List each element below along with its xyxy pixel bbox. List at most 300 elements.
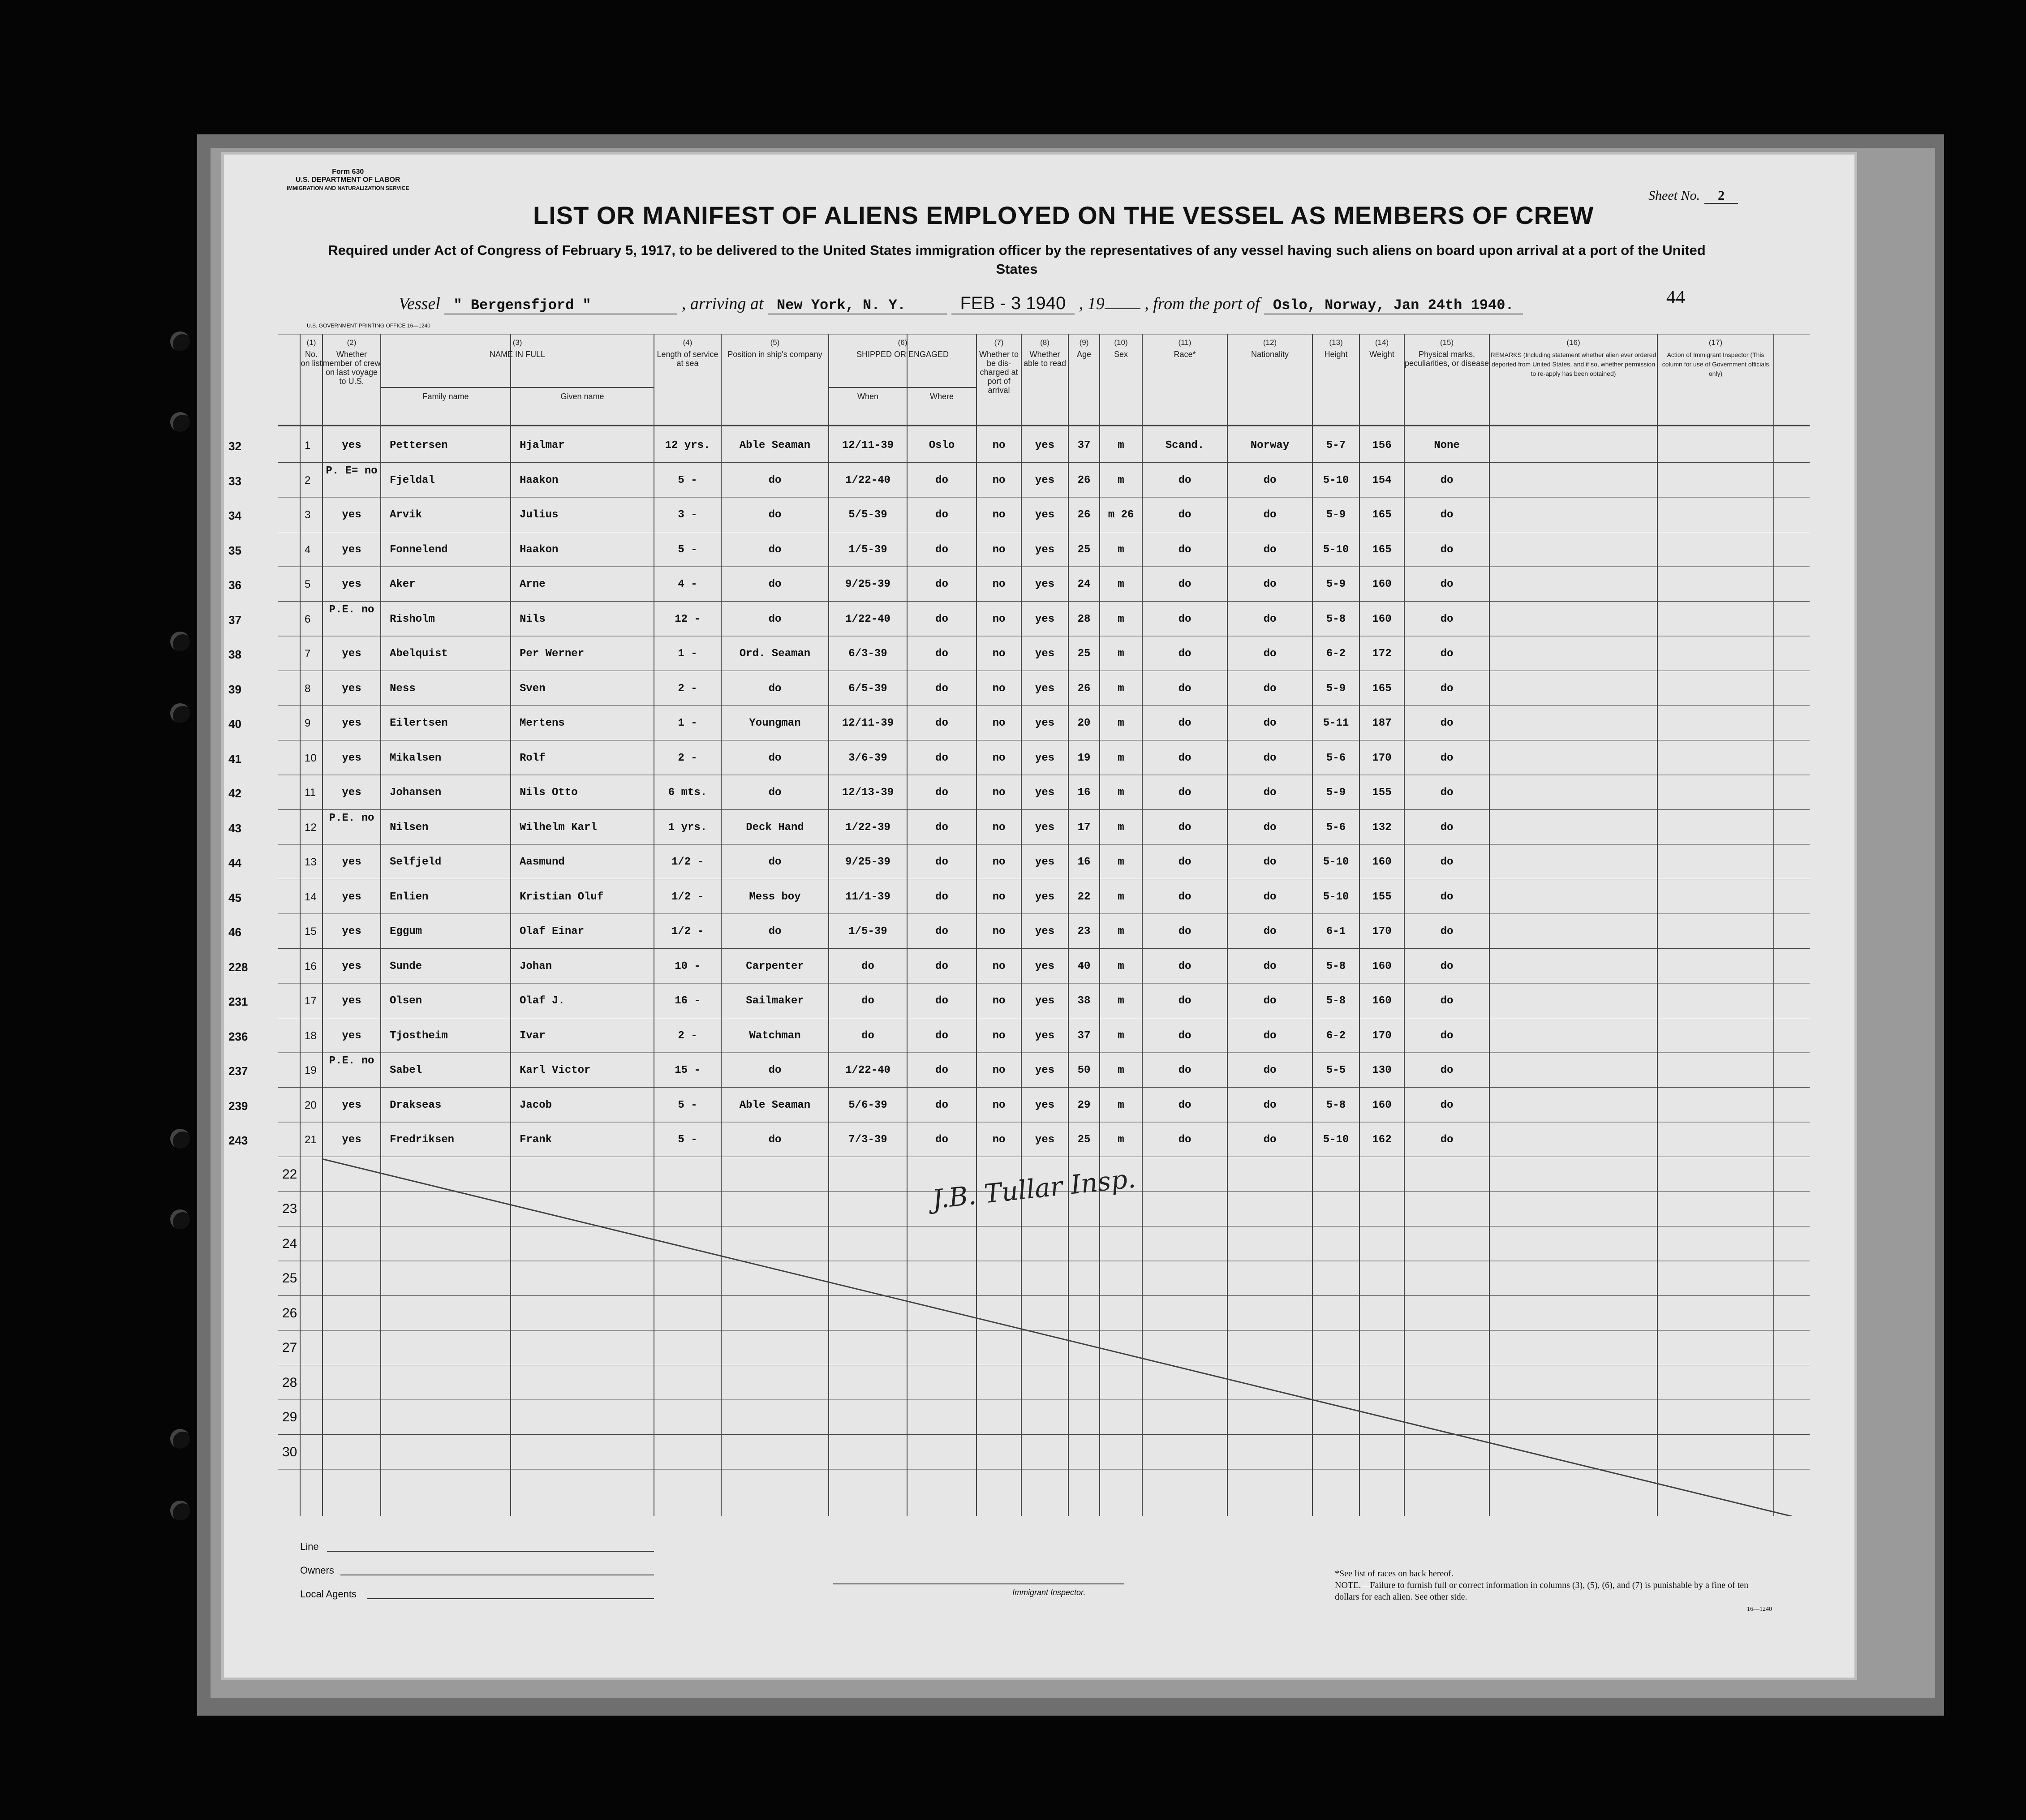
voyage-line [399,293,1523,314]
cell-where: do [935,682,948,695]
cell-height: 5-8 [1326,613,1346,625]
cell-family: Aker [390,578,416,590]
cell-read: yes [1035,925,1055,938]
cell-given: Wilhelm Karl [520,821,597,834]
cell-given: Hjalmar [520,439,565,452]
cell-weight: 156 [1372,439,1392,452]
column-number: (15) [1440,338,1454,347]
cell-weight: 160 [1372,578,1392,590]
cell-age: 23 [1077,925,1091,938]
cell-read: yes [1035,509,1055,521]
cell-family: Sabel [390,1064,422,1076]
cell-sex: m [1118,717,1124,729]
column-label: REMARKS (Including statement whether alien ever ordered deported from United States, and if so, whether permission to re-apply has been obtained) [1490,351,1656,377]
binder-hole [170,331,190,351]
line-field[interactable] [327,1551,654,1552]
cell-service: 5 - [678,1134,697,1146]
cell-service: 1 yrs. [668,821,707,834]
cell-service: 4 - [678,578,697,590]
sheet-value: 2 [1704,188,1738,204]
cell-disch: no [992,474,1006,486]
cell-family: Eggum [390,925,422,938]
cell-position: Mess boy [749,891,801,903]
cell-last: yes [342,995,361,1007]
cell-given: Sven [520,682,546,695]
cell-race: do [1178,1099,1192,1111]
cell-disch: no [992,1099,1006,1111]
cell-race: do [1178,821,1192,834]
cell-when: 11/1-39 [845,891,890,903]
cell-read: yes [1035,1064,1055,1076]
cell-disch: no [992,648,1006,660]
cell-where: do [935,995,948,1007]
column-label: Whether member of crew on last voyage to U.S. [323,350,381,386]
cell-sex: m [1118,995,1124,1007]
cell-height: 5-6 [1326,752,1346,764]
cell-marks: do [1440,995,1454,1007]
column-label: Nationality [1251,350,1289,359]
cell-service: 10 - [675,960,701,972]
cell-race: do [1178,960,1192,972]
cell-given: Kristian Oluf [520,891,604,903]
print-note: U.S. GOVERNMENT PRINTING OFFICE 16—1240 [307,323,430,329]
row-number: 7 [305,648,311,660]
margin-number: 42 [228,787,241,800]
cell-position: do [768,1064,782,1076]
date-stamp: FEB - 3 1940 [951,293,1075,314]
column-label: Whether to be dis-charged at port of arrival [979,350,1019,395]
cell-race: do [1178,682,1192,695]
cell-given: Nils [520,613,546,625]
cell-given: Nils Otto [520,787,578,799]
margin-number: 40 [228,717,241,731]
cell-where: do [935,821,948,834]
cell-sex: m 26 [1108,509,1134,521]
column-header [721,338,829,359]
cell-nat: do [1263,578,1277,590]
cell-age: 37 [1077,1029,1091,1042]
vessel-label: Vessel [399,294,440,313]
cell-marks: do [1440,925,1454,938]
cell-height: 5-10 [1323,856,1349,868]
column-number: (3) [512,338,522,347]
cell-read: yes [1035,543,1055,556]
cell-nat: do [1263,509,1277,521]
cell-when: 12/11-39 [842,717,894,729]
column-label: Age [1076,350,1092,359]
cell-when: do [861,960,874,972]
cell-marks: do [1440,1029,1454,1042]
cell-marks: do [1440,821,1454,834]
cell-given: Johan [520,960,552,972]
cell-last: yes [342,717,361,729]
sheet-number [1648,188,1738,203]
cell-family: Mikalsen [390,752,442,764]
cell-race: do [1178,474,1192,486]
column-header [323,338,381,386]
owners-label: Owners [300,1565,334,1576]
column-label: Length of service at sea [657,350,718,368]
column-header [1142,338,1227,359]
cell-nat: do [1263,752,1277,764]
cell-age: 25 [1077,648,1091,660]
cell-family: Risholm [390,613,435,625]
column-header [1359,338,1404,359]
cell-family: Abelquist [390,648,448,660]
margin-number: 33 [228,474,241,488]
cell-when: do [861,995,874,1007]
cell-weight: 160 [1372,1099,1392,1111]
cell-last: yes [342,648,361,660]
cell-age: 24 [1077,578,1091,590]
cell-when: 9/25-39 [845,578,890,590]
column-label: Family name [422,392,469,401]
cell-weight: 170 [1372,1029,1392,1042]
margin-number: 38 [228,648,241,661]
margin-number: 43 [228,821,241,835]
page-subtitle: Required under Act of Congress of February 5, 1917, to be delivered to the United States immigration officer by the representatives of any vessel having such aliens on board upon arrival at a port of the United States [328,242,1706,277]
cell-age: 16 [1077,787,1091,799]
cell-marks: None [1434,439,1460,452]
cell-service: 12 yrs. [665,439,710,452]
column-header [1068,338,1100,359]
cell-read: yes [1035,439,1055,452]
cell-nat: do [1263,1029,1277,1042]
column-number: (1) [306,338,316,347]
column-number: (12) [1263,338,1277,347]
margin-number: 44 [228,856,241,869]
cell-family: Eilertsen [390,717,448,729]
cell-given: Julius [520,509,559,521]
cell-service: 15 - [675,1064,701,1076]
row-number: 20 [305,1099,317,1111]
cell-last: yes [342,891,361,903]
cell-sex: m [1118,1099,1124,1111]
cell-race: do [1178,787,1192,799]
cell-service: 5 - [678,474,697,486]
cell-race: do [1178,613,1192,625]
department: U.S. DEPARTMENT OF LABOR [295,176,400,184]
cell-disch: no [992,960,1006,972]
cell-weight: 160 [1372,960,1392,972]
margin-number: 228 [228,960,248,974]
cell-height: 5-8 [1326,1099,1346,1111]
column-header [1100,338,1142,359]
cell-service: 2 - [678,752,697,764]
margin-number: 45 [228,891,241,904]
cell-family: Arvik [390,509,422,521]
cell-when: 6/3-39 [848,648,887,660]
cell-height: 5-5 [1326,1064,1346,1076]
arrival-port: New York, N. Y. [768,297,947,314]
cell-last: yes [342,578,361,590]
cell-disch: no [992,1134,1006,1146]
row-number: 15 [305,925,317,938]
cell-given: Arne [520,578,546,590]
column-label: Race* [1174,350,1196,359]
cell-age: 29 [1077,1099,1091,1111]
cell-race: do [1178,891,1192,903]
cell-sex: m [1118,925,1124,938]
cell-age: 38 [1077,995,1091,1007]
cell-sex: m [1118,682,1124,695]
cell-position: Watchman [749,1029,801,1042]
column-number: (6) [898,338,908,347]
cell-where: do [935,1134,948,1146]
column-label: Position in ship's company [727,350,822,359]
cell-nat: do [1263,474,1277,486]
column-number: (16) [1566,338,1580,347]
cell-service: 1/2 - [671,856,704,868]
cell-height: 6-1 [1326,925,1346,938]
column-header [1021,338,1068,368]
cell-given: Mertens [520,717,565,729]
row-number: 5 [305,578,311,590]
cell-weight: 165 [1372,509,1392,521]
cell-when: 12/13-39 [842,787,894,799]
cell-marks: do [1440,787,1454,799]
cell-last: yes [342,787,361,799]
cell-height: 5-9 [1326,682,1346,695]
column-header [829,392,907,401]
row-number: 18 [305,1029,317,1042]
cell-position: do [768,682,782,695]
cell-family: Nilsen [390,821,429,834]
cell-where: do [935,891,948,903]
cell-service: 1/2 - [671,891,704,903]
column-label: NAME IN FULL [489,350,546,359]
cell-weight: 170 [1372,752,1392,764]
cell-family: Fjeldal [390,474,435,486]
margin-number: 32 [228,439,241,453]
cell-family: Johansen [390,787,442,799]
column-label: Action of Immigrant Inspector (This column for use of Government officials only) [1662,351,1769,377]
page-title: LIST OR MANIFEST OF ALIENS EMPLOYED ON THE VESSEL AS MEMBERS OF CREW [533,201,1594,229]
row-number: 9 [305,717,311,729]
cell-race: do [1178,1134,1192,1146]
cell-position: Sailmaker [746,995,804,1007]
cell-disch: no [992,1029,1006,1042]
cell-read: yes [1035,995,1055,1007]
cell-age: 37 [1077,439,1091,452]
cell-sex: m [1118,891,1124,903]
column-header [829,338,976,359]
cell-given: Haakon [520,474,559,486]
cell-weight: 160 [1372,613,1392,625]
cell-marks: do [1440,960,1454,972]
cell-weight: 130 [1372,1064,1392,1076]
margin-number: 41 [228,752,241,766]
cell-when: 5/5-39 [848,509,887,521]
cell-weight: 155 [1372,787,1392,799]
column-label: Physical marks, peculiarities, or disease [1404,350,1489,368]
cell-position: do [768,752,782,764]
binder-hole [170,1429,190,1449]
cell-nat: do [1263,821,1277,834]
cell-race: do [1178,717,1192,729]
cell-weight: 187 [1372,717,1392,729]
cell-nat: do [1263,648,1277,660]
cell-position: Youngman [749,717,801,729]
margin-number: 39 [228,682,241,696]
cell-service: 1/2 - [671,925,704,938]
cell-when: 1/22-39 [845,821,890,834]
cell-service: 16 - [675,995,701,1007]
cell-service: 5 - [678,543,697,556]
cell-last: P.E. no [329,1055,374,1067]
cell-sex: m [1118,856,1124,868]
cell-when: 5/6-39 [848,1099,887,1111]
cell-last: yes [342,543,361,556]
cell-nat: do [1263,613,1277,625]
cell-given: Rolf [520,752,546,764]
column-header [976,338,1021,395]
cell-age: 26 [1077,509,1091,521]
column-header [1227,338,1312,359]
cell-when: do [861,1029,874,1042]
cell-age: 50 [1077,1064,1091,1076]
cell-family: Fonnelend [390,543,448,556]
cell-nat: do [1263,787,1277,799]
cell-read: yes [1035,960,1055,972]
cell-race: Scand. [1165,439,1204,452]
cell-disch: no [992,439,1006,452]
cell-marks: do [1440,613,1454,625]
column-header [1404,338,1489,368]
cell-read: yes [1035,891,1055,903]
cell-family: Sunde [390,960,422,972]
cell-sex: m [1118,1029,1124,1042]
cell-last: P.E. no [329,812,374,824]
cell-where: do [935,1099,948,1111]
cell-given: Karl Victor [520,1064,591,1076]
cell-height: 5-10 [1323,891,1349,903]
cell-height: 5-10 [1323,543,1349,556]
cell-marks: do [1440,474,1454,486]
binder-hole [170,1129,190,1149]
row-number: 2 [305,474,311,486]
cell-when: 1/22-40 [845,474,890,486]
cell-disch: no [992,1064,1006,1076]
year-label: , 19 [1079,294,1105,313]
service: IMMIGRATION AND NATURALIZATION SERVICE [287,185,409,191]
inspector-label: Immigrant Inspector. [1012,1588,1086,1597]
cell-weight: 162 [1372,1134,1392,1146]
cell-family: Tjostheim [390,1029,448,1042]
cell-sex: m [1118,543,1124,556]
cell-position: do [768,578,782,590]
cell-age: 19 [1077,752,1091,764]
column-label: Given name [560,392,604,401]
cell-age: 17 [1077,821,1091,834]
cell-read: yes [1035,821,1055,834]
empty-row-number: 26 [282,1305,297,1321]
cell-disch: no [992,925,1006,938]
year-blank [1105,308,1140,309]
cell-age: 28 [1077,613,1091,625]
cell-age: 20 [1077,717,1091,729]
cell-service: 12 - [675,613,701,625]
column-label: SHIPPED OR ENGAGED [856,350,949,359]
cell-read: yes [1035,717,1055,729]
row-number: 8 [305,682,311,695]
cell-race: do [1178,995,1192,1007]
cell-sex: m [1118,613,1124,625]
cell-sex: m [1118,439,1124,452]
empty-row-number: 23 [282,1201,297,1216]
cell-race: do [1178,648,1192,660]
sheet-label: Sheet No. [1648,188,1700,203]
margin-number: 239 [228,1099,248,1113]
cell-where: do [935,1029,948,1042]
cell-nat: do [1263,925,1277,938]
column-number: (5) [770,338,780,347]
binder-hole [170,703,190,723]
manifest-table [228,334,1810,1516]
cell-marks: do [1440,1099,1454,1111]
inspector-field[interactable] [833,1583,1124,1584]
cell-where: do [935,925,948,938]
cell-read: yes [1035,1134,1055,1146]
cell-where: do [935,543,948,556]
cell-height: 5-9 [1326,509,1346,521]
cell-age: 26 [1077,474,1091,486]
cell-position: Able Seaman [739,1099,811,1111]
cell-marks: do [1440,891,1454,903]
cell-family: Enlien [390,891,429,903]
cell-weight: 165 [1372,543,1392,556]
form-number: Form 630 [332,168,364,176]
cell-marks: do [1440,682,1454,695]
cell-marks: do [1440,856,1454,868]
cell-given: Olaf Einar [520,925,585,938]
cell-last: yes [342,925,361,938]
agents-field[interactable] [367,1598,654,1599]
cell-marks: do [1440,752,1454,764]
cell-when: 7/3-39 [848,1134,887,1146]
row-number: 4 [305,543,311,556]
column-number: (13) [1329,338,1343,347]
cell-when: 3/6-39 [848,752,887,764]
cell-position: do [768,474,782,486]
cell-last: P. E= no [326,465,378,477]
cell-where: do [935,648,948,660]
cell-when: 9/25-39 [845,856,890,868]
cell-disch: no [992,752,1006,764]
cell-marks: do [1440,1064,1454,1076]
cell-last: yes [342,960,361,972]
binder-hole [170,632,190,651]
column-label: Height [1324,350,1348,359]
cell-service: 5 - [678,1099,697,1111]
column-header [1312,338,1359,359]
cell-height: 5-10 [1323,474,1349,486]
cell-race: do [1178,578,1192,590]
cell-race: do [1178,856,1192,868]
empty-row-number: 30 [282,1444,297,1459]
cell-weight: 132 [1372,821,1392,834]
cell-read: yes [1035,613,1055,625]
margin-number: 35 [228,543,241,557]
cell-given: Haakon [520,543,559,556]
cell-race: do [1178,1029,1192,1042]
column-header [300,338,323,368]
row-number: 19 [305,1064,317,1076]
cell-read: yes [1035,578,1055,590]
empty-row-number: 22 [282,1166,297,1182]
cell-given: Aasmund [520,856,565,868]
cell-where: do [935,578,948,590]
